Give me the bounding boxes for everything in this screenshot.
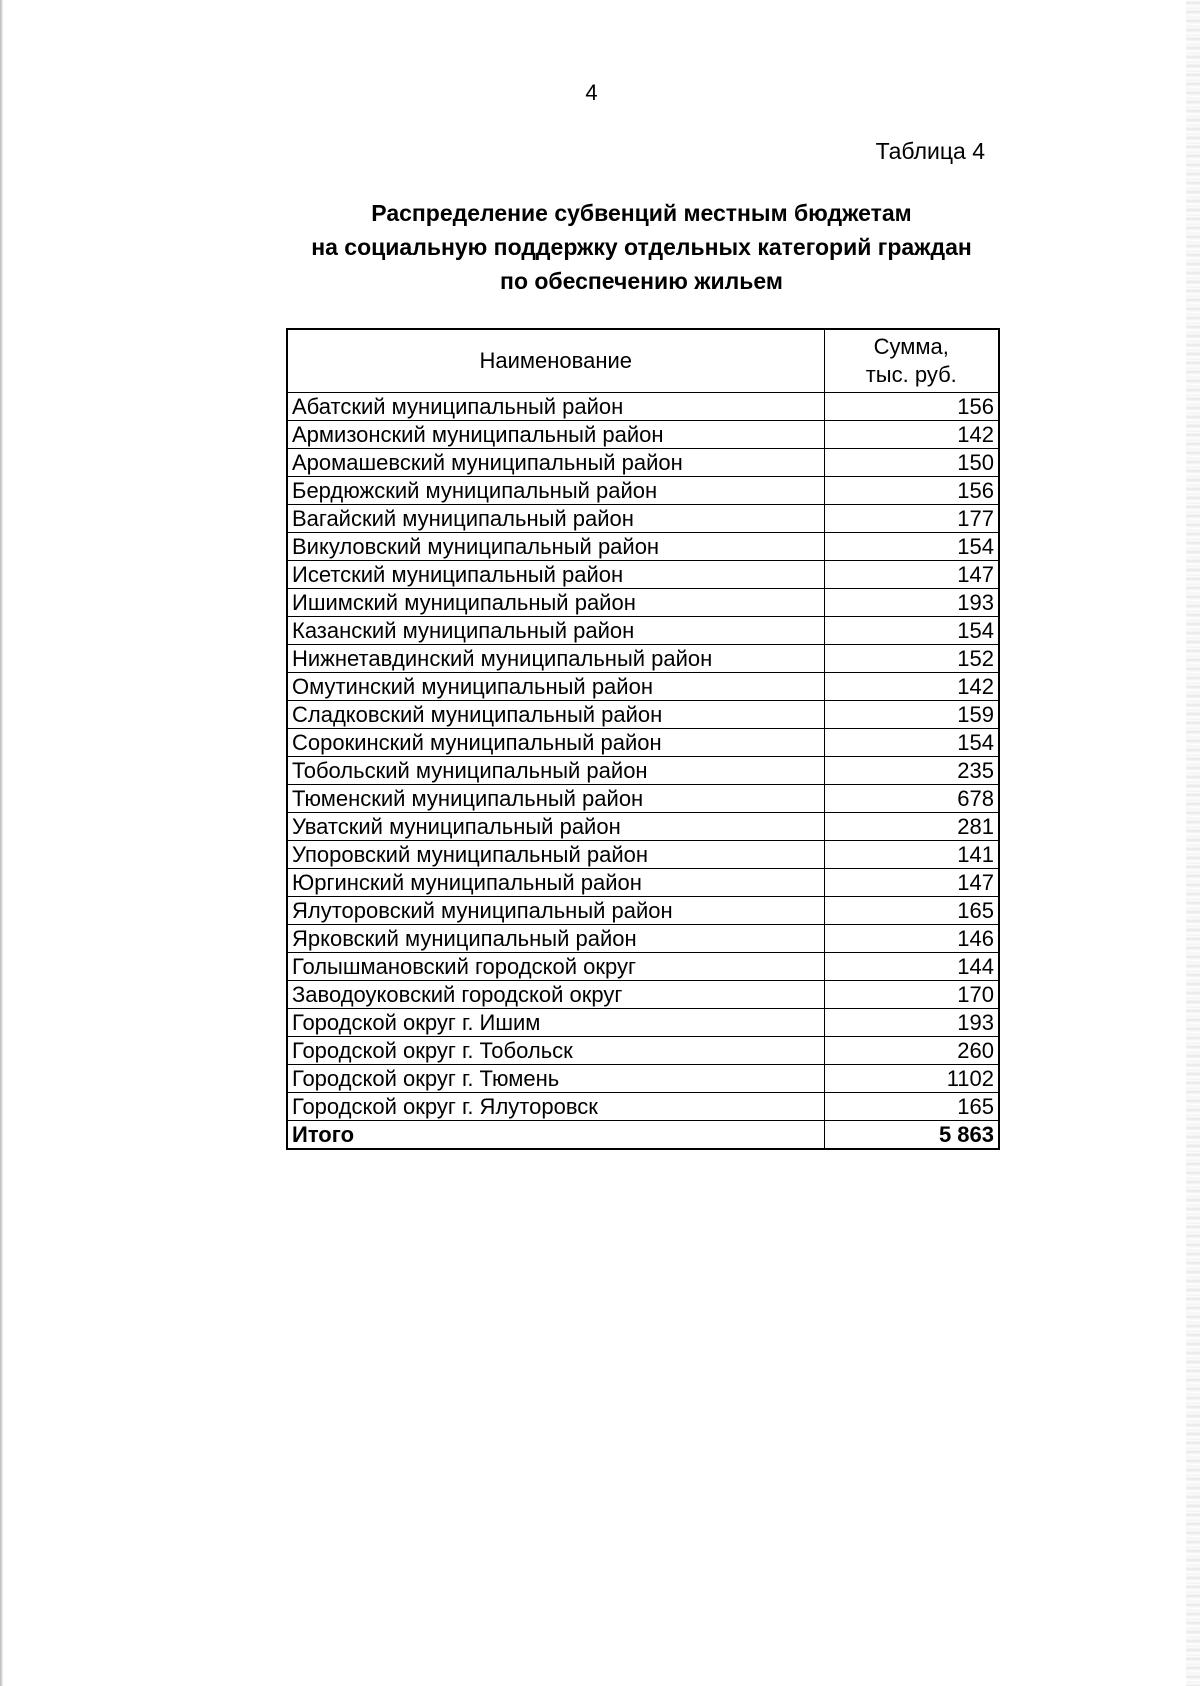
row-name: Сладковский муниципальный район (287, 701, 824, 729)
row-sum: 170 (824, 981, 999, 1009)
table-label: Таблица 4 (875, 138, 985, 164)
row-name: Армизонский муниципальный район (287, 421, 824, 449)
table-row (287, 869, 999, 897)
row-sum: 146 (824, 925, 999, 953)
row-name: Викуловский муниципальный район (287, 533, 824, 561)
table-row (287, 841, 999, 869)
row-sum: 156 (824, 393, 999, 421)
row-sum: 1102 (824, 1065, 999, 1093)
table-row (287, 645, 999, 673)
table-row (287, 505, 999, 533)
table-row (287, 673, 999, 701)
row-sum: 154 (824, 617, 999, 645)
row-sum: 193 (824, 589, 999, 617)
row-sum: 154 (824, 533, 999, 561)
row-sum: 144 (824, 953, 999, 981)
row-name: Абатский муниципальный район (287, 393, 824, 421)
table-row (287, 477, 999, 505)
row-name: Заводоуковский городской округ (287, 981, 824, 1009)
row-sum: 142 (824, 421, 999, 449)
row-name: Ялуторовский муниципальный район (287, 897, 824, 925)
row-name: Сорокинский муниципальный район (287, 729, 824, 757)
row-sum: 154 (824, 729, 999, 757)
row-sum: 152 (824, 645, 999, 673)
table-row (287, 533, 999, 561)
table-row (287, 757, 999, 785)
title-line-2: на социальную поддержку отдельных категорий граждан (311, 234, 972, 260)
header-sum-line-2: тыс. руб. (865, 362, 957, 387)
row-sum: 177 (824, 505, 999, 533)
table-row (287, 981, 999, 1009)
row-name: Аромашевский муниципальный район (287, 449, 824, 477)
row-sum: 159 (824, 701, 999, 729)
header-sum (824, 329, 999, 393)
row-sum: 260 (824, 1037, 999, 1065)
table-row (287, 897, 999, 925)
table-header-row (287, 329, 999, 393)
row-name: Тобольский муниципальный район (287, 757, 824, 785)
row-sum: 193 (824, 1009, 999, 1037)
row-name: Тюменский муниципальный район (287, 785, 824, 813)
row-sum: 281 (824, 813, 999, 841)
title-line-3: по обеспечению жильем (500, 268, 783, 294)
row-name: Ярковский муниципальный район (287, 925, 824, 953)
table-body (287, 393, 999, 1150)
total-sum: 5 863 (824, 1121, 999, 1150)
total-row (287, 1121, 999, 1150)
row-name: Вагайский муниципальный район (287, 505, 824, 533)
header-sum-line-1: Сумма, (873, 334, 949, 359)
row-sum: 156 (824, 477, 999, 505)
row-name: Городской округ г. Тюмень (287, 1065, 824, 1093)
title-line-1: Распределение субвенций местным бюджетам (371, 200, 912, 226)
row-sum: 165 (824, 1093, 999, 1121)
row-name: Уватский муниципальный район (287, 813, 824, 841)
table-row (287, 561, 999, 589)
table-row (287, 729, 999, 757)
table-row (287, 785, 999, 813)
row-name: Городской округ г. Ишим (287, 1009, 824, 1037)
header-name: Наименование (287, 329, 824, 393)
row-sum: 235 (824, 757, 999, 785)
table-row (287, 701, 999, 729)
table-row (287, 925, 999, 953)
row-name: Городской округ г. Тобольск (287, 1037, 824, 1065)
table-row (287, 1065, 999, 1093)
row-sum: 165 (824, 897, 999, 925)
row-sum: 147 (824, 561, 999, 589)
table-row (287, 953, 999, 981)
table-row (287, 421, 999, 449)
table-row (287, 1009, 999, 1037)
subventions-table (286, 328, 1000, 1150)
table-row (287, 393, 999, 421)
table-row (287, 813, 999, 841)
row-name: Нижнетавдинский муниципальный район (287, 645, 824, 673)
table-row (287, 1093, 999, 1121)
page-number: 4 (585, 80, 598, 105)
table-row (287, 449, 999, 477)
row-name: Упоровский муниципальный район (287, 841, 824, 869)
row-name: Юргинский муниципальный район (287, 869, 824, 897)
table-row (287, 617, 999, 645)
total-label: Итого (287, 1121, 824, 1150)
document-title (0, 196, 1200, 298)
row-name: Омутинский муниципальный район (287, 673, 824, 701)
row-sum: 142 (824, 673, 999, 701)
table-row (287, 589, 999, 617)
row-name: Ишимский муниципальный район (287, 589, 824, 617)
row-sum: 141 (824, 841, 999, 869)
table-row (287, 1037, 999, 1065)
row-sum: 678 (824, 785, 999, 813)
row-name: Исетский муниципальный район (287, 561, 824, 589)
row-name: Городской округ г. Ялуторовск (287, 1093, 824, 1121)
row-name: Казанский муниципальный район (287, 617, 824, 645)
row-name: Голышмановский городской округ (287, 953, 824, 981)
row-sum: 147 (824, 869, 999, 897)
row-name: Бердюжский муниципальный район (287, 477, 824, 505)
row-sum: 150 (824, 449, 999, 477)
